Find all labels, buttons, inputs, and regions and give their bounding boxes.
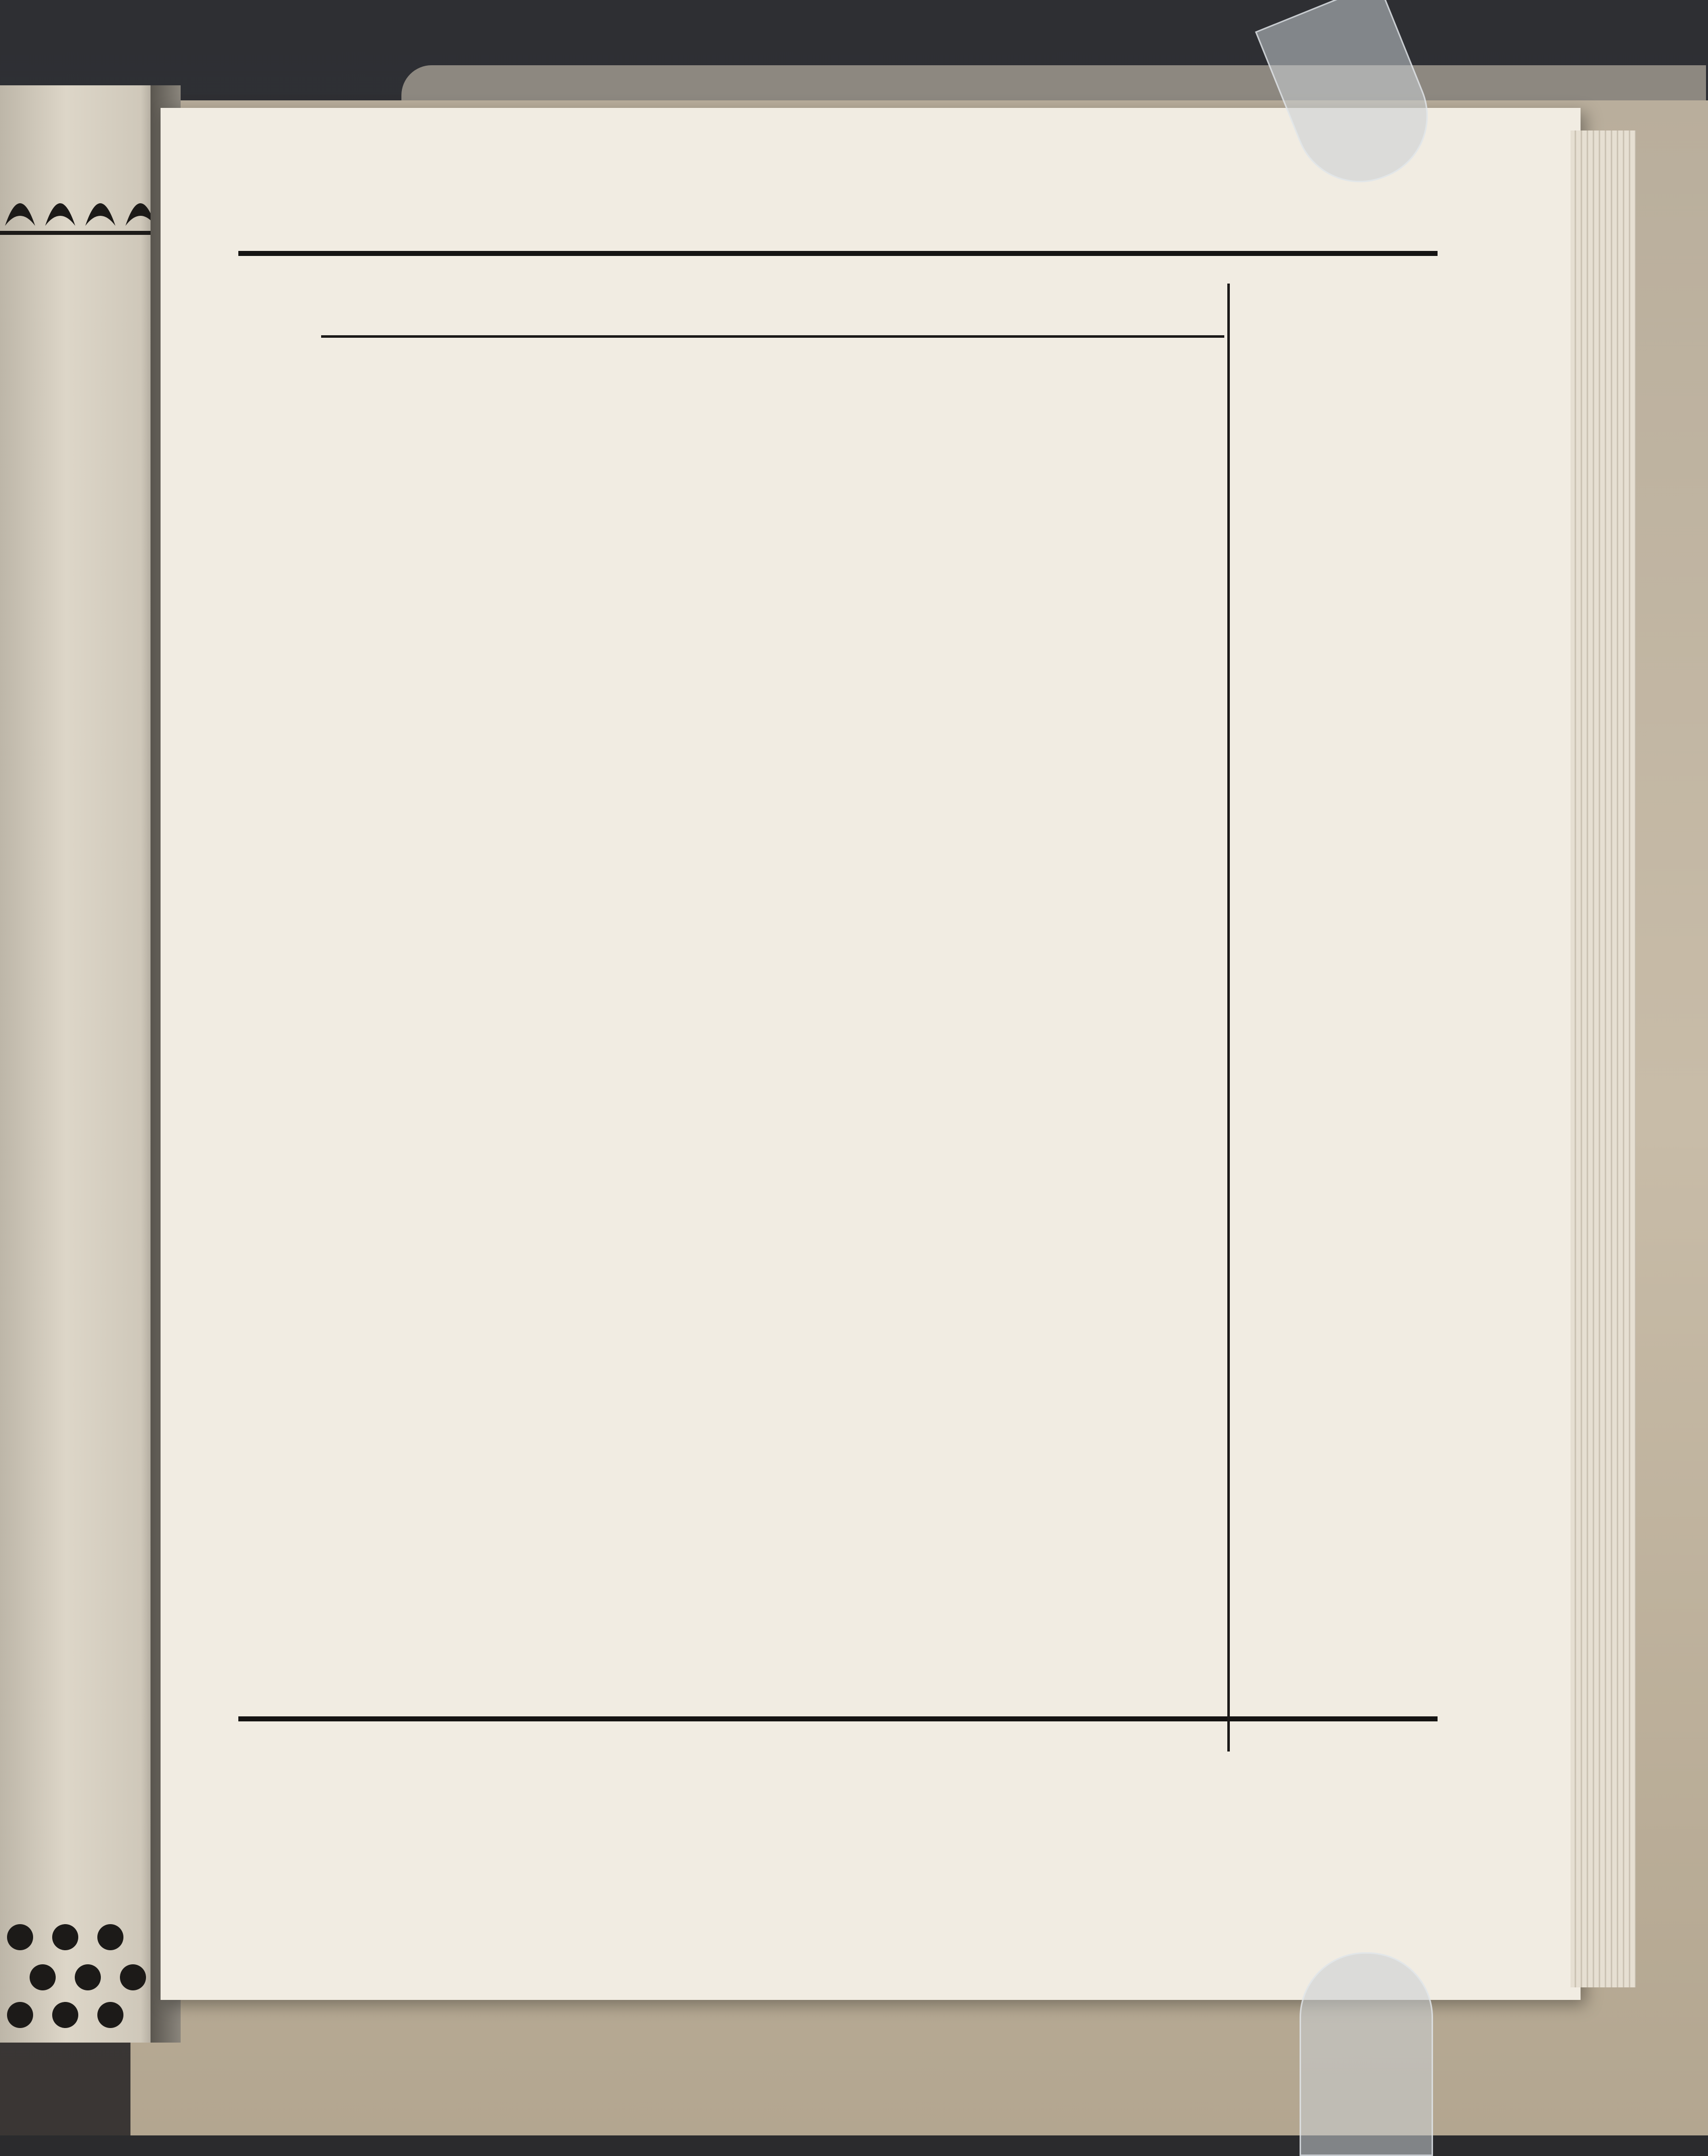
plastic-clip-bottom <box>1300 1952 1433 2156</box>
border-bottom-band <box>238 1716 1438 1721</box>
left-facing-page <box>0 85 166 2043</box>
page-edges <box>1571 130 1636 1987</box>
left-page-ornament-bottom <box>0 1917 151 2033</box>
left-page-ornament-top <box>0 166 151 241</box>
margin-rule <box>1227 284 1230 1751</box>
border-top-band <box>238 251 1438 256</box>
header-rule <box>321 335 1224 338</box>
ornamental-border <box>238 196 1438 1782</box>
